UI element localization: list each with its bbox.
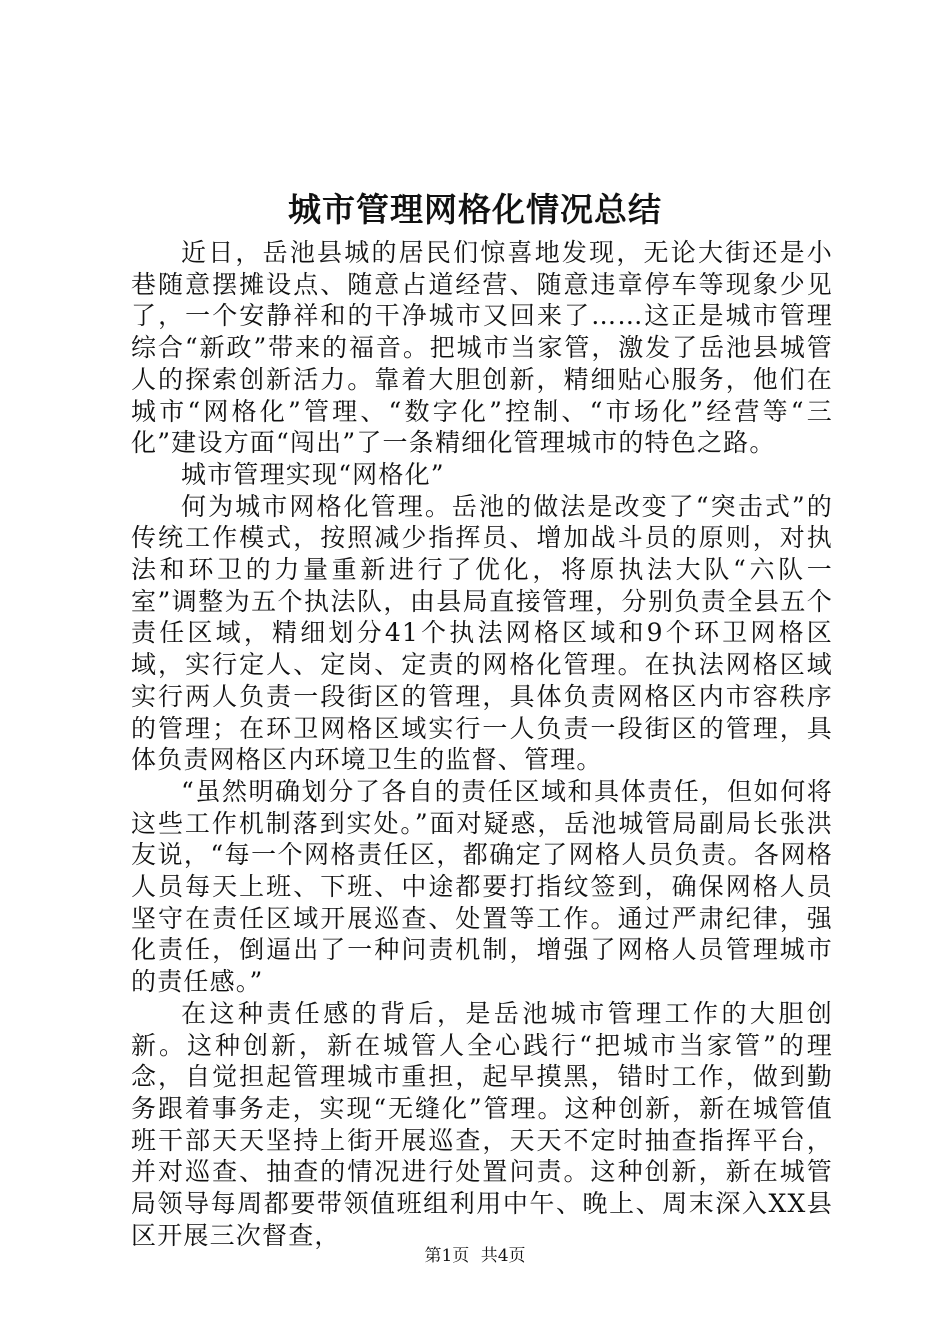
document-body	[131, 237, 833, 1252]
page-footer	[0, 1244, 950, 1268]
page-total: 共4页	[480, 1246, 526, 1266]
paragraph-intro: 近日，岳池县城的居民们惊喜地发现，无论大街还是小巷随意摆摊设点、随意占道经营、随意违章停车等现象少见了，一个安静祥和的干净城市又回来了……这正是城市管理综合“新政”带来的福音。把城市当家管，激发了岳池县城管人的探索创新活力。靠着大胆创新，精细贴心服务，他们在城市“网格化”管理、“数字化”控制、“市场化”经营等“三化”建设方面“闯出”了一条精细化管理城市的特色之路。	[131, 238, 833, 458]
section-heading: 城市管理实现“网格化”	[181, 459, 445, 489]
paragraph-grid-management: 何为城市网格化管理。岳池的做法是改变了“突击式”的传统工作模式，按照减少指挥员、增加战斗员的原则，对执法和环卫的力量重新进行了优化，将原执法大队“六队一室”调整为五个执法队，由县局直接管理，分别负责全县五个责任区域，精细划分41个执法网格区域和9个环卫网格区域，实行定人、定岗、定责的网格化管理。在执法网格区域实行两人负责一段街区的管理，具体负责网格区内市容秩序的管理；在环卫网格区域实行一人负责一段街区的管理，具体负责网格区内环境卫生的监督、管理。	[131, 491, 833, 775]
page-number: 第1页	[424, 1246, 470, 1266]
paragraph-innovation: 在这种责任感的背后，是岳池城市管理工作的大胆创新。这种创新，新在城管人全心践行“把城市当家管”的理念，自觉担起管理城市重担，起早摸黑，错时工作，做到勤务跟着事务走，实现“无缝化”管理。这种创新，新在城管值班干部天天坚持上街开展巡查，天天不定时抽查指挥平台，并对巡查、抽查的情况进行处置问责。这种创新，新在城管局领导每周都要带领值班组利用中午、晚上、周末深入XX县区开展三次督查，	[131, 998, 833, 1250]
document-title: 城市管理网格化情况总结	[288, 190, 662, 229]
paragraph-quote: “虽然明确划分了各自的责任区域和具体责任，但如何将这些工作机制落到实处。”面对疑惑，岳池城管局副局长张洪友说，“每一个网格责任区，都确定了网格人员负责。各网格人员每天上班、下班、中途都要打指纹签到，确保网格人员坚守在责任区域开展巡查、处置等工作。通过严肃纪律，强化责任，倒逼出了一种问责机制，增强了网格人员管理城市的责任感。”	[131, 776, 833, 997]
